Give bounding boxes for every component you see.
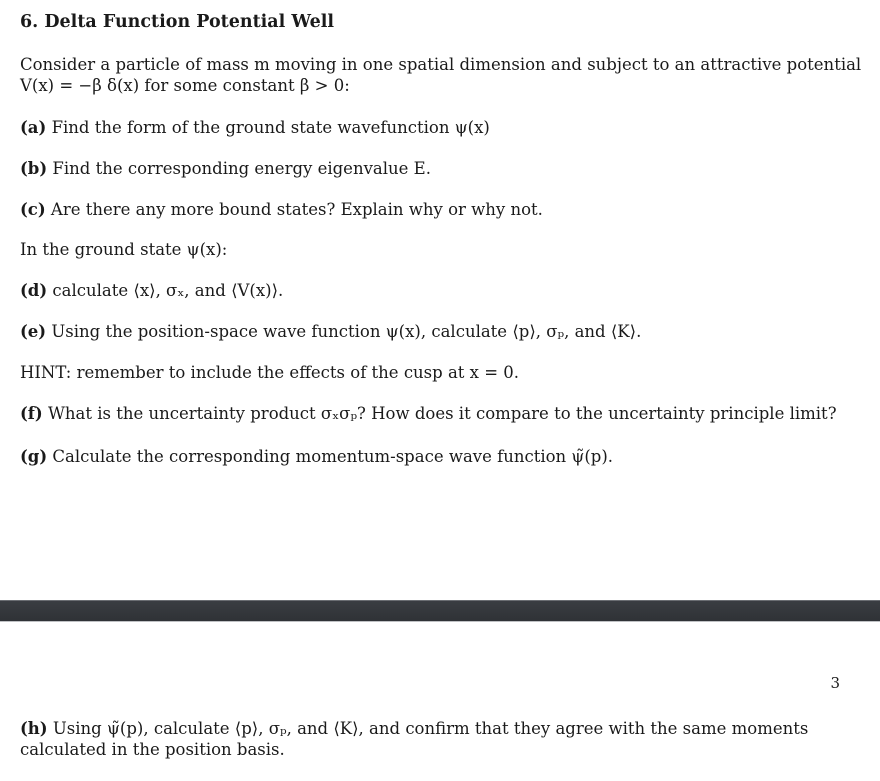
part-e-text: Using the position-space wave function ψ(x), calculate ⟨p⟩, σₚ, and ⟨K⟩. xyxy=(51,322,642,341)
part-a-label: (a) xyxy=(20,118,47,137)
part-h xyxy=(20,718,850,760)
part-c-label: (c) xyxy=(20,200,46,219)
part-f xyxy=(20,403,860,424)
page-number: 3 xyxy=(830,674,840,692)
part-f-label: (f) xyxy=(20,404,43,423)
problem-title: 6. Delta Function Potential Well xyxy=(20,12,335,32)
intro-line-1: Consider a particle of mass m moving in one spatial dimension and subject to an attractive potential xyxy=(20,55,862,74)
part-a-text: Find the form of the ground state wavefunction ψ(x) xyxy=(51,118,490,137)
part-d-text: calculate ⟨x⟩, σₓ, and ⟨V(x)⟩. xyxy=(52,281,284,300)
intro-line-2: V(x) = −β δ(x) for some constant β > 0: xyxy=(20,76,350,95)
part-e-label: (e) xyxy=(20,322,47,341)
part-b-label: (b) xyxy=(20,159,48,178)
part-g xyxy=(20,446,860,467)
hint-text: HINT: remember to include the effects of the cusp at x = 0. xyxy=(20,363,520,382)
part-d-label: (d) xyxy=(20,281,48,300)
part-a xyxy=(20,117,860,138)
part-f-text: What is the uncertainty product σₓσₚ? How does it compare to the uncertainty principle limit? xyxy=(47,404,837,423)
document-page-bottom xyxy=(0,622,880,781)
page-separator xyxy=(0,600,880,622)
part-h-text: Using ψ̃(p), calculate ⟨p⟩, σₚ, and ⟨K⟩, and confirm that they agree with the same moments calculated in the position basis. xyxy=(20,719,809,759)
part-h-label: (h) xyxy=(20,719,48,738)
part-c xyxy=(20,199,860,220)
part-d xyxy=(20,280,860,301)
part-b-text: Find the corresponding energy eigenvalue E. xyxy=(52,159,431,178)
part-g-text: Calculate the corresponding momentum-space wave function ψ̃(p). xyxy=(52,447,614,466)
part-b xyxy=(20,158,860,179)
part-g-label: (g) xyxy=(20,447,48,466)
part-c-text: Are there any more bound states? Explain why or why not. xyxy=(50,200,543,219)
ground-state-intro: In the ground state ψ(x): xyxy=(20,240,228,259)
part-e xyxy=(20,321,860,342)
